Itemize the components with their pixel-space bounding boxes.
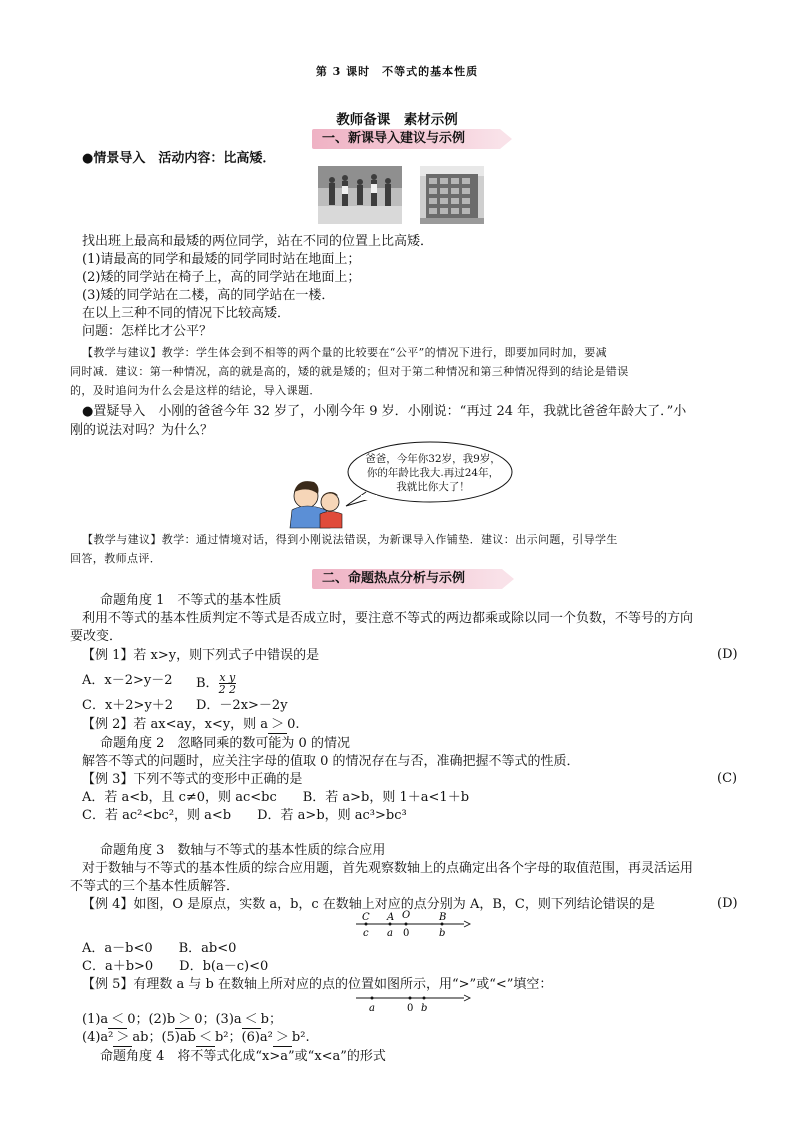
bubble-line: 爸爸，今年你32岁，我9岁， bbox=[365, 453, 501, 465]
bubble-line: 你的年龄比我大.再过24年， bbox=[366, 467, 500, 479]
doubt-intro-line: 刚的说法对吗？为什么？ bbox=[70, 423, 214, 438]
example1-option-b bbox=[196, 672, 236, 695]
example2 bbox=[82, 716, 299, 734]
example1-stem: 【例 1】若 x>y，则下列式子中错误的是 bbox=[82, 648, 320, 663]
example5-text: (1)a bbox=[82, 1012, 109, 1027]
section-label: 教师备课 素材示例 bbox=[336, 112, 458, 128]
example2-stem: 【例 2】若 ax<ay，x<y，则 a bbox=[82, 717, 269, 732]
example5-text: 0；(3)a bbox=[194, 1012, 242, 1027]
example5-answer-blank: ＜ bbox=[108, 1011, 127, 1029]
intro-question: 问题：怎样比才公平？ bbox=[82, 324, 213, 339]
angle2-title: 命题角度 2 忽略同乘的数可能为 0 的情况 bbox=[100, 736, 350, 751]
example5-text: b²；(6)a² bbox=[214, 1030, 273, 1045]
example3-options-ab: A．若 a<b，且 c≠0，则 ac<bc B．若 a>b，则 1＋a<1＋b bbox=[82, 790, 470, 805]
example4-number-line bbox=[352, 910, 472, 938]
angle4-title: 命题角度 4 将不等式化成“x>a”或“x<a”的形式 bbox=[100, 1049, 386, 1064]
example5-text: b； bbox=[260, 1012, 282, 1027]
example4-answer: (D) bbox=[717, 896, 738, 911]
angle3-line: 不等式的三个基本性质解答． bbox=[70, 879, 240, 894]
example1-option-d: D．－2x>－2y bbox=[196, 698, 288, 713]
axis-point-label: b bbox=[421, 1003, 428, 1014]
intro-line: (3)矮的同学站在二楼，高的同学站在一楼． bbox=[82, 288, 335, 303]
example1-answer: (D) bbox=[717, 647, 738, 662]
example2-tail: 0. bbox=[287, 717, 300, 732]
example5-text: 0；(2)b bbox=[127, 1012, 176, 1027]
axis-point-lower: c bbox=[363, 928, 369, 938]
school-building-image bbox=[420, 166, 484, 224]
intro-line: (1)请最高的同学和最矮的同学同时站在地面上； bbox=[82, 252, 361, 267]
example5-text: (4)a² bbox=[82, 1030, 114, 1045]
section-banner-text: 一、新课导入建议与示例 bbox=[322, 131, 466, 146]
teaching-advice-line: 回答，教师点评． bbox=[70, 552, 162, 565]
example5-answer-blank: ＞ bbox=[273, 1029, 292, 1047]
example5-stem: 【例 5】有理数 a 与 b 在数轴上所对应的点的位置如图所示，用“>”或“<”填空： bbox=[82, 977, 553, 992]
teaching-advice-line: 同时减．建议：第一种情况，高的就是高的，矮的就是矮的；但对于第二种情况和第三种情况得到的结论是错误 bbox=[70, 365, 629, 378]
fraction-numerator: x y bbox=[219, 671, 236, 684]
axis-point-upper: B bbox=[439, 912, 447, 923]
example5-text: ab；(5)ab bbox=[132, 1030, 196, 1045]
teaching-advice-line: 的，及时追问为什么会是这样的结论，导入课题． bbox=[70, 384, 321, 397]
example5-text: b². bbox=[291, 1030, 310, 1045]
axis-point-lower: a bbox=[387, 928, 393, 938]
intro-title: ●情景导入 活动内容：比高矮． bbox=[82, 151, 276, 166]
example3-options-cd: C．若 ac²<bc²，则 a<b D．若 a>b，则 ac³>bc³ bbox=[82, 808, 407, 823]
axis-point-lower: 0 bbox=[403, 928, 410, 938]
example5-answer-blank: ＜ bbox=[196, 1029, 215, 1047]
students-photo-image bbox=[318, 166, 402, 224]
example4-options-cd: C．a＋b>0 D．b(a－c)<0 bbox=[82, 959, 269, 974]
axis-point-upper: O bbox=[402, 910, 411, 921]
example5-number-line bbox=[352, 990, 472, 1014]
example5-answer-blank: ＞ bbox=[175, 1011, 194, 1029]
axis-point-upper: C bbox=[362, 912, 370, 923]
angle1-title: 命题角度 1 不等式的基本性质 bbox=[100, 593, 282, 608]
section-banner-new-lesson bbox=[312, 129, 500, 149]
intro-line: 在以上三种不同的情况下比较高矮． bbox=[82, 306, 291, 321]
angle3-title: 命题角度 3 数轴与不等式的基本性质的综合应用 bbox=[100, 843, 386, 858]
angle3-line: 对于数轴与不等式的基本性质的综合应用题，首先观察数轴上的点确定出各个字母的取值范围，再灵活运用 bbox=[82, 861, 694, 876]
fraction-denominator: 2 2 bbox=[218, 683, 237, 696]
axis-point-lower: b bbox=[439, 928, 446, 938]
example5-answer-blank: ＜ bbox=[242, 1011, 261, 1029]
axis-point-label: a bbox=[369, 1003, 375, 1014]
example5-answer-blank: ＞ bbox=[113, 1029, 132, 1047]
section-banner-text: 二、命题热点分析与示例 bbox=[322, 571, 466, 586]
example5-row2 bbox=[82, 1029, 310, 1047]
example5-row1 bbox=[82, 1011, 282, 1029]
speech-bubble-text bbox=[358, 452, 508, 494]
doubt-intro-line: ●置疑导入 小刚的爸爸今年 32 岁了，小刚今年 9 岁．小刚说：“再过 24 年，我就比爸爸年龄大了．”小 bbox=[82, 404, 687, 419]
angle1-line: 要改变． bbox=[70, 629, 123, 644]
example4-stem: 【例 4】如图，O 是原点，实数 a，b，c 在数轴上对应的点分别为 A，B，C，则下列结论错误的是 bbox=[82, 897, 655, 912]
axis-point-label: 0 bbox=[407, 1003, 414, 1014]
axis-point-upper: A bbox=[387, 912, 395, 923]
option-b-fraction bbox=[219, 672, 237, 695]
example3-stem: 【例 3】下列不等式的变形中正确的是 bbox=[82, 772, 303, 787]
bubble-line: 我就比你大了！ bbox=[396, 481, 470, 493]
example4-options-ab: A．a－b<0 B．ab<0 bbox=[82, 941, 237, 956]
example1-option-a: A．x－2>y－2 bbox=[82, 673, 173, 688]
intro-line: (2)矮的同学站在椅子上，高的同学站在地面上； bbox=[82, 270, 361, 285]
teaching-advice-line: 【教学与建议】教学：学生体会到不相等的两个量的比较要在“公平”的情况下进行，即要加同时加，要减 bbox=[82, 346, 608, 359]
example1-option-c: C．x＋2>y＋2 bbox=[82, 698, 174, 713]
lesson-title: 第 3 课时 不等式的基本性质 bbox=[315, 65, 479, 78]
teaching-advice-line: 【教学与建议】教学：通过情境对话，得到小刚说法错误，为新课导入作铺垫．建议：出示问题，引导学生 bbox=[82, 533, 618, 546]
example3-answer: (C) bbox=[717, 771, 738, 786]
intro-line: 找出班上最高和最矮的两位同学，站在不同的位置上比高矮． bbox=[82, 234, 434, 249]
angle2-line: 解答不等式的问题时，应关注字母的值取 0 的情况存在与否，准确把握不等式的性质． bbox=[82, 754, 580, 769]
option-b-prefix: B． bbox=[196, 676, 219, 691]
angle1-line: 利用不等式的基本性质判定不等式是否成立时，要注意不等式的两边都乘或除以同一个负数，不等号的方向 bbox=[82, 611, 694, 626]
example2-answer-blank: ＞ bbox=[268, 716, 287, 734]
section-banner-hot-topics bbox=[312, 569, 502, 589]
